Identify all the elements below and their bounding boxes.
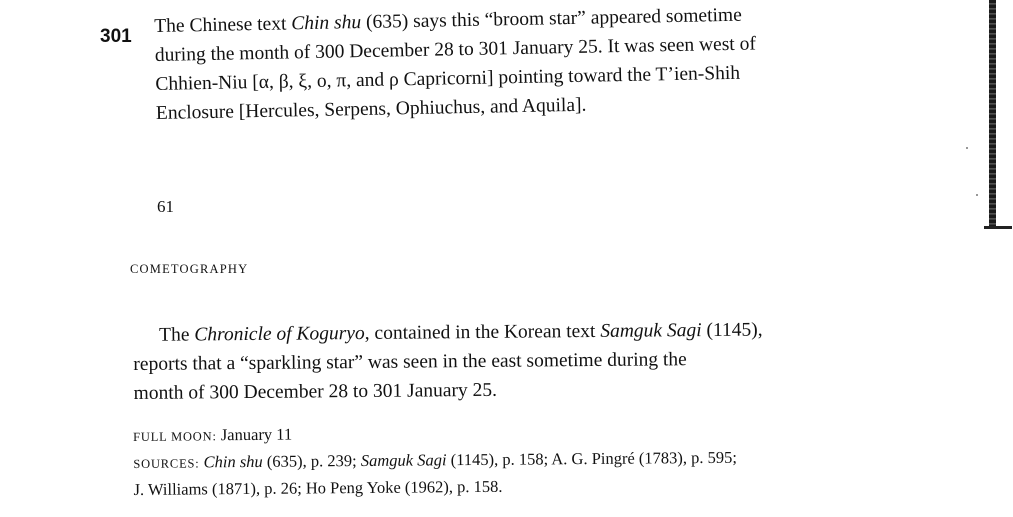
sources-title-chin-shu: Chin shu [203,451,263,472]
entry-line-1-text: The Chinese text [154,13,292,37]
running-head: COMETOGRAPHY [130,262,249,276]
page-edge-shadow [989,0,996,228]
entry-line-1-rest: (635) says this “broom star” appeared sometime [360,4,742,34]
page-number: 61 [157,197,174,216]
body-line-1-mid: , contained in the Korean text [364,320,601,344]
sources-label: SOURCES: [133,456,200,471]
entry-line-3: Chhien-Niu [α, β, ξ, o, π, and ρ Capricorni] pointing toward the T’ien-Shih [155,62,741,95]
entry-line-4: Enclosure [Hercules, Serpens, Ophiuchus, and Aquila]. [155,94,587,124]
entry-line-2: during the month of 300 December 28 to 301 January 25. It was seen west of [154,33,757,66]
notes-block [133,417,854,503]
sources-title-samguk-sagi: Samguk Sagi [360,450,447,471]
body-line-2: reports that a “sparkling star” was seen in the east sometime during the [133,349,687,375]
sources-part-1: (635), p. 239; [262,451,361,471]
source-title-chin-shu: Chin shu [291,12,362,35]
body-line-1-rest: (1145), [701,319,763,342]
entry-paragraph [154,0,856,128]
scan-speck [966,147,968,149]
full-moon-label: FULL MOON: [133,429,217,444]
sources-line-2: J. Williams (1871), p. 26; Ho Peng Yoke (1962), p. 158. [133,476,503,499]
scan-speck [976,194,978,196]
body-line-3: month of 300 December 28 to 301 January 25. [133,379,498,404]
sources-part-2: (1145), p. 158; A. G. Pingré (1783), p. 595; [446,447,738,470]
page-edge-tick [984,226,1012,229]
body-line-1-text: The [159,324,195,346]
chronicle-title: Chronicle of Koguryo [194,322,365,346]
entry-number: 301 [100,26,132,47]
full-moon-value: January 11 [216,424,293,445]
body-paragraph [133,315,854,408]
samguk-sagi-title: Samguk Sagi [600,320,702,342]
